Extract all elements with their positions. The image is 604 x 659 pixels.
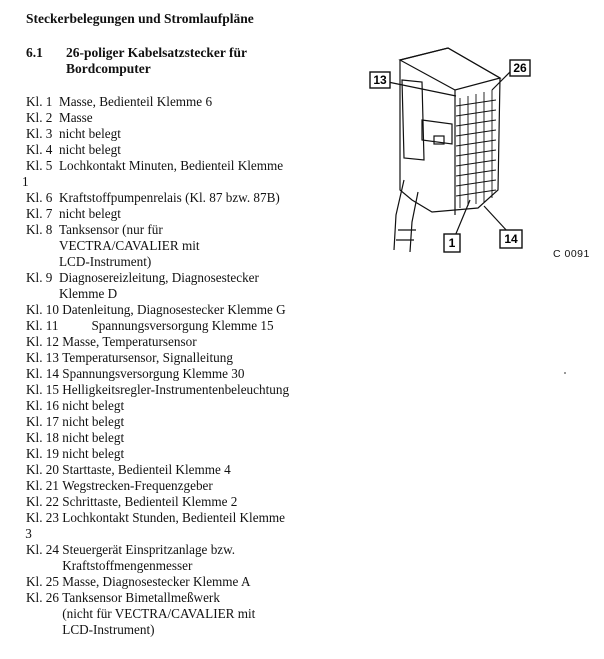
pin-description — [62, 446, 326, 462]
pin-label: Kl. 14 — [26, 366, 63, 381]
connector-latch — [402, 80, 424, 160]
label-1-box — [444, 234, 460, 252]
pin-description — [59, 142, 326, 158]
pin-description-line: nicht belegt — [62, 398, 125, 413]
pin-label: Kl. 4 — [26, 142, 59, 157]
page-heading: Steckerbelegungen und Stromlaufpläne — [26, 11, 254, 26]
label-14-box — [500, 230, 522, 248]
pin-item — [26, 350, 326, 366]
figure-code: C 0091 — [553, 248, 590, 260]
section-title-line-2: Bordcomputer — [66, 61, 151, 76]
pin-label: Kl. 16 — [26, 398, 63, 413]
pin-description-line: nicht belegt — [58, 206, 121, 221]
pin-item — [21, 158, 326, 190]
pin-description — [62, 574, 326, 590]
pin-description-line: Tanksensor (nur für — [58, 222, 163, 237]
pin-label: Kl. 18 — [26, 430, 63, 445]
pin-item — [26, 206, 326, 222]
pin-item — [26, 590, 326, 638]
pin-description-line: nicht belegt — [62, 430, 125, 445]
pin-item — [26, 462, 326, 478]
pin-label: Kl. 25 — [26, 574, 63, 589]
pin-label: Kl. 17 — [26, 414, 63, 429]
pin-description-line: Kraftstoffpumpenrelais (Kl. 87 bzw. 87B) — [58, 190, 280, 205]
pin-description-line: (nicht für VECTRA/CAVALIER mit — [62, 606, 256, 621]
pin-description — [59, 94, 326, 110]
pin-description-line: Masse, Bedienteil Klemme 6 — [58, 94, 213, 109]
pin-description-line: LCD-Instrument) — [62, 622, 155, 637]
leader-26 — [492, 70, 512, 90]
leader-14 — [484, 206, 508, 232]
pin-item — [26, 270, 326, 302]
label-26-box — [510, 60, 530, 76]
pin-item — [26, 190, 326, 206]
pin-description — [59, 222, 326, 270]
pin-description-line: nicht belegt — [58, 142, 121, 157]
pin-description-line: nicht belegt — [58, 126, 121, 141]
pin-label: Kl. 2 — [26, 110, 59, 125]
pin-label: Kl. 26 — [26, 590, 63, 605]
cable-bundle — [394, 180, 418, 252]
pin-description-line: Masse, Temperatursensor — [62, 334, 197, 349]
pin-label: Kl. 9 — [26, 270, 59, 285]
label-26: 26 — [513, 61, 527, 75]
pin-item — [26, 510, 326, 542]
pin-description-line: 3 — [25, 526, 32, 541]
pin-description-line: nicht belegt — [62, 414, 125, 429]
pin-description — [59, 206, 326, 222]
pin-description — [59, 270, 326, 302]
pin-description — [62, 302, 326, 318]
pin-item — [26, 126, 326, 142]
pin-description — [62, 366, 326, 382]
pin-description-line: Helligkeitsregler-Instrumentenbeleuchtung — [62, 382, 290, 397]
pin-label: Kl. 1 — [26, 94, 59, 109]
pin-description-line: Schrittaste, Bedienteil Klemme 2 — [62, 494, 238, 509]
pin-item — [26, 302, 326, 318]
pin-description — [62, 542, 326, 574]
pin-description — [62, 398, 326, 414]
pin-description — [62, 318, 326, 334]
pin-label: Kl. 6 — [26, 190, 59, 205]
pin-grid — [456, 90, 496, 208]
pin-item — [26, 110, 326, 126]
pin-item — [26, 222, 326, 270]
pin-description — [59, 190, 326, 206]
pin-label: Kl. 21 — [26, 478, 63, 493]
pin-description-line: VECTRA/CAVALIER mit — [58, 238, 200, 253]
label-13: 13 — [373, 73, 387, 87]
pin-description-line: nicht belegt — [62, 446, 125, 461]
pin-item — [26, 366, 326, 382]
pin-description — [62, 334, 326, 350]
pin-description-line: Masse — [58, 110, 93, 125]
pin-item — [26, 478, 326, 494]
pin-label: Kl. 13 — [26, 350, 63, 365]
pin-description — [62, 462, 326, 478]
label-14: 14 — [504, 232, 518, 246]
pin-description-line: Starttaste, Bedienteil Klemme 4 — [62, 462, 231, 477]
pin-description — [62, 414, 326, 430]
label-13-box — [370, 72, 390, 88]
pin-item — [26, 142, 326, 158]
pin-label: Kl. 11 — [26, 318, 62, 333]
pin-description-line: Diagnosereizleitung, Diagnosestecker — [58, 270, 259, 285]
section-number: 6.1 — [26, 45, 43, 60]
pin-label: Kl. 19 — [26, 446, 63, 461]
pin-label: Kl. 3 — [26, 126, 59, 141]
section-title — [66, 45, 296, 77]
pin-description — [62, 350, 326, 366]
connector-top-face — [400, 48, 500, 90]
pin-description-line: Klemme D — [58, 286, 118, 301]
pin-assignment-list — [21, 94, 326, 638]
pin-description — [59, 110, 326, 126]
speck — [564, 372, 566, 374]
pin-item — [26, 382, 326, 398]
leader-1 — [455, 200, 470, 236]
pin-item — [26, 574, 326, 590]
pin-description-line: Lochkontakt Minuten, Bedienteil Klemme — [58, 158, 284, 173]
pin-item — [26, 334, 326, 350]
pin-item — [26, 318, 326, 334]
pin-item — [26, 430, 326, 446]
pin-description — [62, 478, 326, 494]
pin-label: Kl. 5 — [26, 158, 59, 173]
pin-label: Kl. 20 — [26, 462, 63, 477]
pin-label: Kl. 8 — [26, 222, 59, 237]
pin-label: Kl. 7 — [26, 206, 59, 221]
pin-label: Kl. 12 — [26, 334, 63, 349]
pin-item — [26, 398, 326, 414]
pin-label: Kl. 22 — [26, 494, 63, 509]
pin-label: Kl. 15 — [26, 382, 63, 397]
pin-description-line: Spannungsversorgung Klemme 15 — [61, 318, 274, 333]
pin-item — [26, 494, 326, 510]
pin-label: Kl. 10 — [26, 302, 63, 317]
pin-description-line: 1 — [21, 174, 29, 189]
section-title-line-1: 26-poliger Kabelsatzstecker für — [66, 45, 247, 60]
pin-description-line: Tanksensor Bimetallmeßwerk — [62, 590, 220, 605]
connector-diagram — [360, 40, 540, 270]
pin-description-line: Masse, Diagnosestecker Klemme A — [62, 574, 251, 589]
label-1: 1 — [448, 236, 456, 250]
connector-window — [422, 120, 452, 144]
pin-description-line: Steuergerät Einspritzanlage bzw. — [62, 542, 236, 557]
pin-description-line: Wegstrecken-Frequenzgeber — [62, 478, 213, 493]
pin-description-line: Kraftstoffmengenmesser — [62, 558, 193, 573]
pin-description — [62, 494, 326, 510]
pin-item — [26, 414, 326, 430]
pin-description-line: Temperatursensor, Signalleitung — [62, 350, 233, 365]
pin-description-line: Lochkontakt Stunden, Bedienteil Klemme — [62, 510, 285, 525]
pin-description — [62, 382, 326, 398]
pin-item — [26, 446, 326, 462]
pin-label: Kl. 23 — [26, 510, 63, 525]
pin-description — [62, 590, 326, 638]
pin-label: Kl. 24 — [26, 542, 63, 557]
pin-item — [26, 94, 326, 110]
connector-body — [400, 48, 500, 212]
pin-description — [59, 126, 326, 142]
pin-description-line: Datenleitung, Diagnosestecker Klemme G — [62, 302, 286, 317]
pin-item — [26, 542, 326, 574]
pin-description-line: Spannungsversorgung Klemme 30 — [62, 366, 245, 381]
pin-description-line: LCD-Instrument) — [58, 254, 152, 269]
pin-description — [62, 430, 326, 446]
